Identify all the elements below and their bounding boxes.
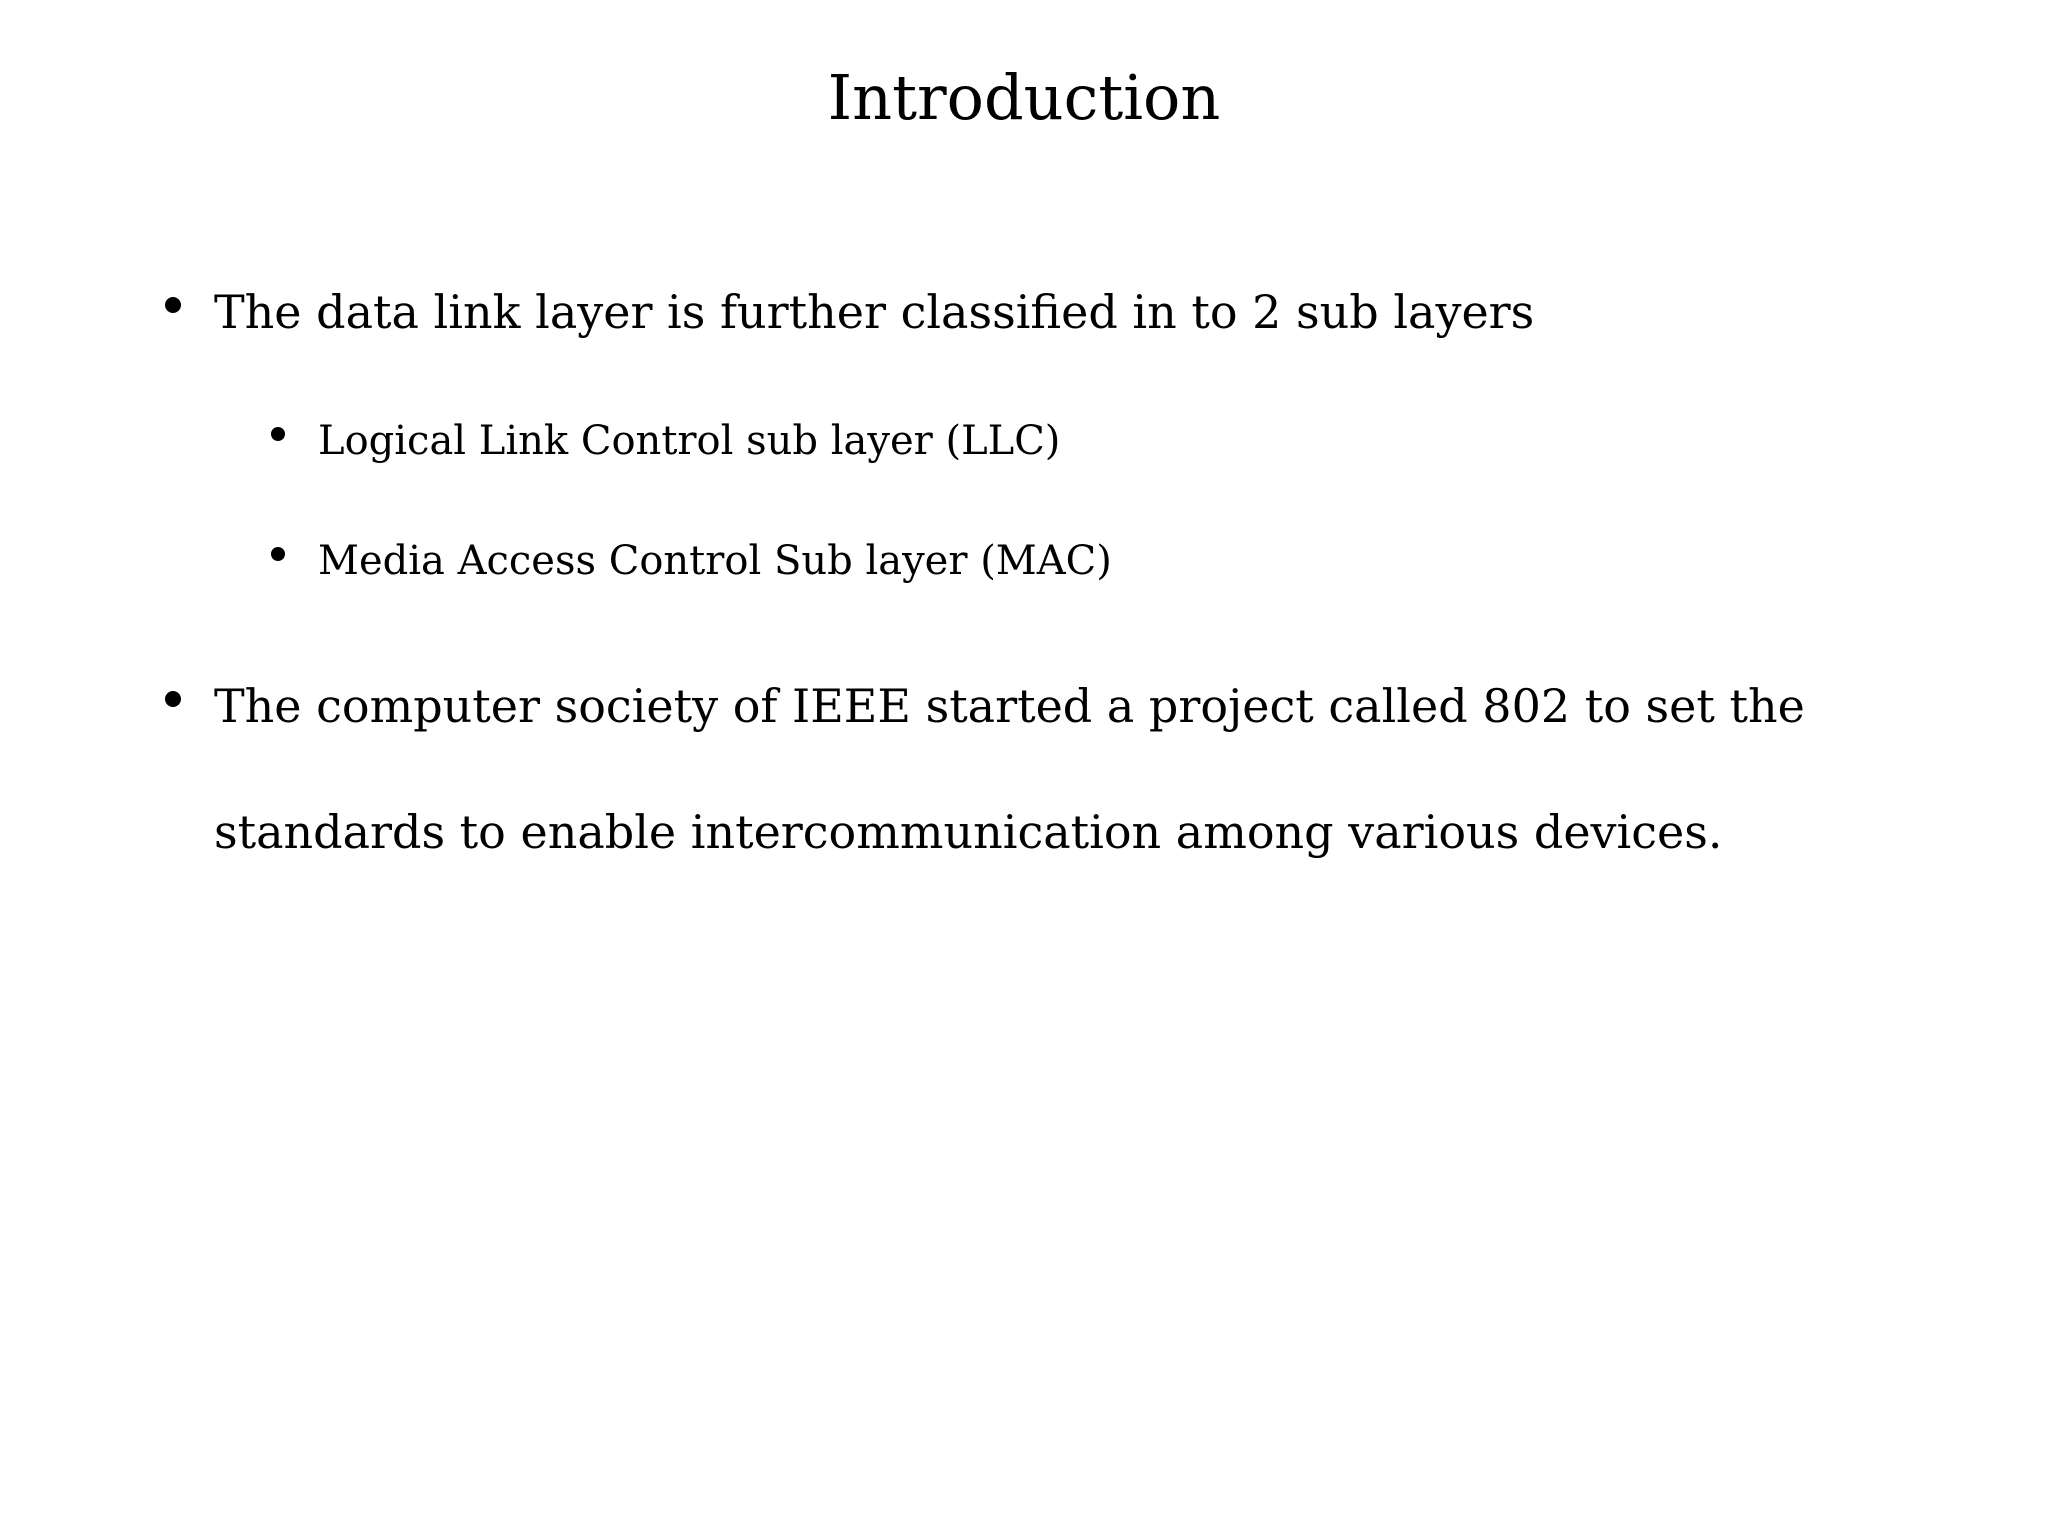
sub-bullet-text: Media Access Control Sub layer (MAC) <box>318 538 1112 584</box>
bullet-text: The data link layer is further classified in to 2 sub layers <box>214 285 1535 339</box>
bullet-dot-icon <box>165 297 181 313</box>
bullet-text: The computer society of IEEE started a project called 802 to set the standards to enable intercommunication among various devices. <box>214 679 1805 859</box>
bullet-dot-icon <box>165 691 181 707</box>
sub-bullet-dot-icon <box>271 547 285 561</box>
slide-title: Introduction <box>827 61 1221 134</box>
sub-bullet-dot-icon <box>271 427 285 441</box>
sub-bullet-text: Logical Link Control sub layer (LLC) <box>318 418 1061 464</box>
